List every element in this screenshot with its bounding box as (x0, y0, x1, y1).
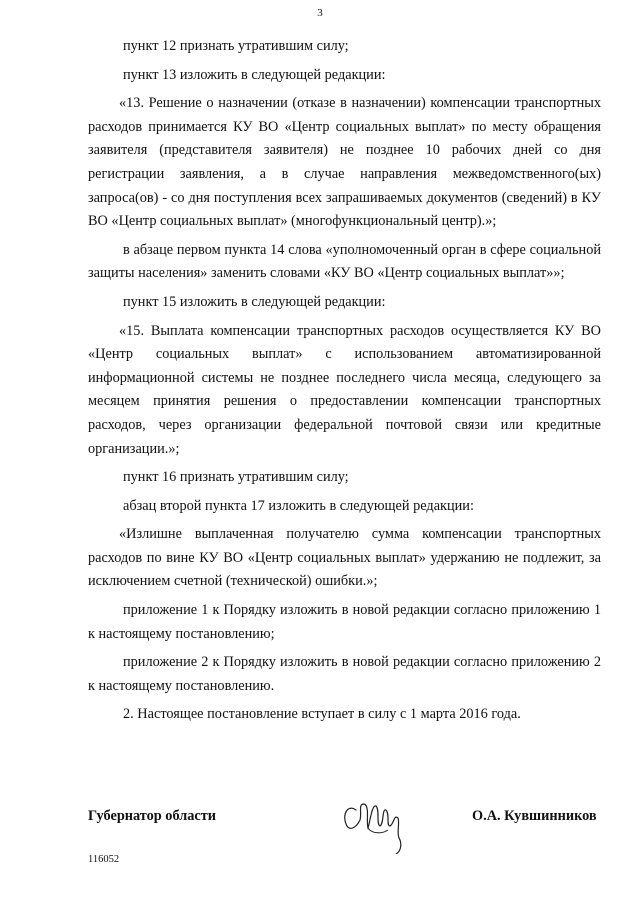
document-code: 116052 (88, 854, 120, 865)
paragraph-item-17-text: «Излишне выплаченная получателю сумма компенсации транспортных расходов по вине КУ ВО «Центр социальных выплат» удержанию не подлежит, за исключением счетной (технической) ошибки.»; (88, 526, 601, 590)
paragraph-item-12: пункт 12 признать утратившим силу; (123, 38, 349, 54)
paragraph-item-15-text: «15. Выплата компенсации транспортных расходов осуществляется КУ ВО «Центр социальных выплат» с использованием автоматизированной информационной системы не позднее последнего числа месяца, следующего за месяцем принятия решения о предоставлении компенсации транспортных расходов, через организации федеральной почтовой связи или кредитные организации.»; (88, 322, 601, 457)
paragraph-item-13-text: «13. Решение о назначении (отказе в назначении) компенсации транспортных расходов принимается КУ ВО «Центр социальных выплат» по месту обращения заявителя (представителя заявителя) не позднее 10 рабочих дней со дня регистрации заявления, а в случае направления межведомственного(ых) запроса(ов) - со дня поступления всех запрашиваемых документов (сведений) в КУ ВО «Центр социальных выплат» (многофункциональный центр).»; (88, 95, 601, 230)
paragraph-effective-date: 2. Настоящее постановление вступает в силу с 1 марта 2016 года. (123, 706, 521, 723)
paragraph-appendix-2: приложение 2 к Порядку изложить в новой редакции согласно приложению 2 к настоящему постановлению. (88, 654, 601, 694)
signature-image (338, 790, 416, 854)
paragraph-item-13-intro: пункт 13 изложить в следующей редакции: (123, 66, 386, 83)
document-body (88, 35, 601, 732)
governor-name: О.А. Кувшинников (472, 808, 597, 824)
page-number: 3 (317, 7, 323, 19)
paragraph-appendix-1: приложение 1 к Порядку изложить в новой редакции согласно приложению 1 к настоящему постановлению; (88, 602, 601, 642)
paragraph-item-14: в абзаце первом пункта 14 слова «уполномоченный орган в сфере социальной защиты населения» заменить словами «КУ ВО «Центр социальных выплат»»; (88, 241, 601, 282)
paragraph-item-15-intro: пункт 15 изложить в следующей редакции: (123, 293, 386, 310)
paragraph-item-16: пункт 16 признать утратившим силу; (123, 469, 349, 486)
paragraph-item-17-intro: абзац второй пункта 17 изложить в следующей редакции: (123, 497, 474, 514)
governor-title: Губернатор области (88, 808, 217, 824)
